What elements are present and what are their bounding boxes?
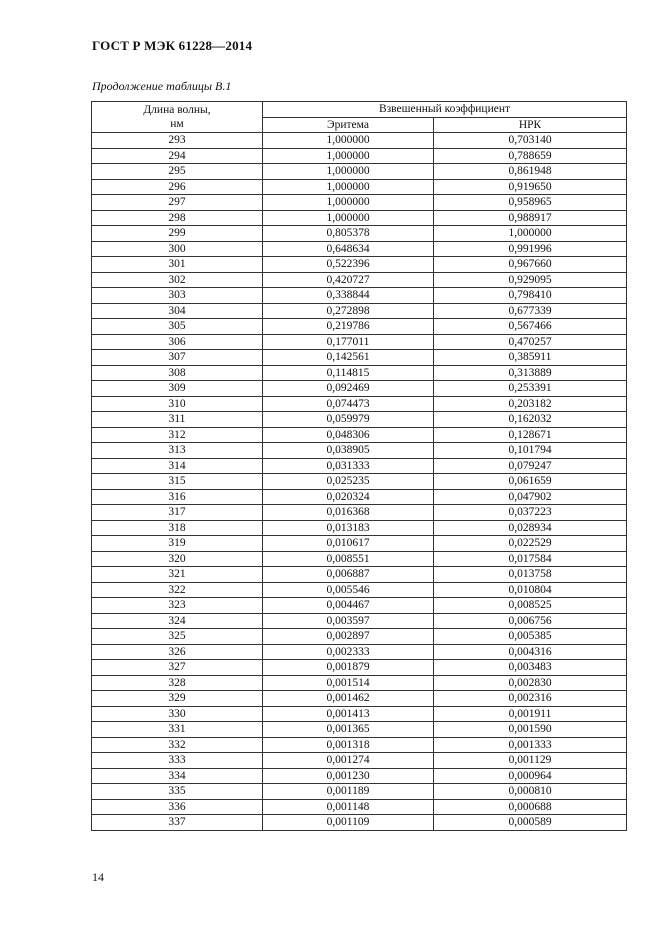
- table-row: [92, 613, 627, 629]
- erythema-header: Эритема: [263, 117, 434, 133]
- nmsc-cell: 0,004316: [434, 644, 627, 660]
- erythema-cell: 0,001365: [263, 722, 434, 738]
- nmsc-cell: 0,162032: [434, 412, 627, 428]
- erythema-cell: 0,648634: [263, 241, 434, 257]
- erythema-cell: 0,005546: [263, 582, 434, 598]
- nmsc-cell: 0,037223: [434, 505, 627, 521]
- erythema-cell: 0,001413: [263, 706, 434, 722]
- erythema-cell: 0,038905: [263, 443, 434, 459]
- wavelength-cell: 299: [92, 226, 263, 242]
- table-row: [92, 505, 627, 521]
- nmsc-cell: 0,788659: [434, 148, 627, 164]
- nmsc-cell: 0,028934: [434, 520, 627, 536]
- nmsc-cell: 0,919650: [434, 179, 627, 195]
- erythema-cell: 0,522396: [263, 257, 434, 273]
- table-row: [92, 133, 627, 149]
- erythema-cell: 0,003597: [263, 613, 434, 629]
- nmsc-cell: 0,006756: [434, 613, 627, 629]
- nmsc-cell: 0,385911: [434, 350, 627, 366]
- nmsc-cell: 0,567466: [434, 319, 627, 335]
- table-row: [92, 474, 627, 490]
- wavelength-cell: 309: [92, 381, 263, 397]
- erythema-cell: 0,219786: [263, 319, 434, 335]
- nmsc-cell: 0,991996: [434, 241, 627, 257]
- wavelength-cell: 297: [92, 195, 263, 211]
- erythema-cell: 0,025235: [263, 474, 434, 490]
- table-row: [92, 334, 627, 350]
- erythema-cell: 0,004467: [263, 598, 434, 614]
- erythema-cell: 0,048306: [263, 427, 434, 443]
- erythema-cell: 0,001879: [263, 660, 434, 676]
- erythema-cell: 0,272898: [263, 303, 434, 319]
- wavelength-cell: 310: [92, 396, 263, 412]
- table-row: [92, 784, 627, 800]
- table-row: [92, 644, 627, 660]
- nmsc-cell: 0,958965: [434, 195, 627, 211]
- wavelength-header-unit: нм: [170, 118, 184, 130]
- table-row: [92, 675, 627, 691]
- erythema-cell: 0,001462: [263, 691, 434, 707]
- wavelength-cell: 331: [92, 722, 263, 738]
- table-row: [92, 458, 627, 474]
- erythema-cell: 1,000000: [263, 164, 434, 180]
- table-row: [92, 443, 627, 459]
- nmsc-cell: 0,101794: [434, 443, 627, 459]
- erythema-cell: 1,000000: [263, 210, 434, 226]
- erythema-cell: 0,031333: [263, 458, 434, 474]
- table-row: [92, 288, 627, 304]
- table-row: [92, 195, 627, 211]
- table-row: [92, 706, 627, 722]
- wavelength-cell: 337: [92, 815, 263, 831]
- nmsc-cell: 0,470257: [434, 334, 627, 350]
- erythema-cell: 0,074473: [263, 396, 434, 412]
- table-row: [92, 567, 627, 583]
- nmsc-cell: 0,005385: [434, 629, 627, 645]
- erythema-cell: 0,008551: [263, 551, 434, 567]
- wavelength-header: [92, 102, 263, 133]
- nmsc-cell: 0,013758: [434, 567, 627, 583]
- nmsc-cell: 0,002316: [434, 691, 627, 707]
- wavelength-cell: 334: [92, 768, 263, 784]
- wavelength-cell: 332: [92, 737, 263, 753]
- wavelength-cell: 330: [92, 706, 263, 722]
- table-row: [92, 536, 627, 552]
- nmsc-cell: 0,203182: [434, 396, 627, 412]
- table-row: [92, 257, 627, 273]
- table-row: [92, 737, 627, 753]
- weighting-group-header: Взвешенный коэффициент: [263, 102, 627, 118]
- erythema-cell: 0,006887: [263, 567, 434, 583]
- erythema-cell: 0,092469: [263, 381, 434, 397]
- erythema-cell: 0,805378: [263, 226, 434, 242]
- wavelength-cell: 302: [92, 272, 263, 288]
- nmsc-cell: 0,253391: [434, 381, 627, 397]
- erythema-cell: 0,114815: [263, 365, 434, 381]
- table-row: [92, 396, 627, 412]
- wavelength-cell: 307: [92, 350, 263, 366]
- table-row: [92, 598, 627, 614]
- erythema-cell: 0,016368: [263, 505, 434, 521]
- table-row: [92, 489, 627, 505]
- erythema-cell: 0,001514: [263, 675, 434, 691]
- table-row: [92, 381, 627, 397]
- nmsc-cell: 0,000964: [434, 768, 627, 784]
- table-row: [92, 365, 627, 381]
- erythema-cell: 0,001274: [263, 753, 434, 769]
- table-row: [92, 303, 627, 319]
- wavelength-header-line1: Длина волны,: [143, 103, 211, 116]
- wavelength-cell: 314: [92, 458, 263, 474]
- table-caption: Продолжение таблицы В.1: [92, 79, 232, 93]
- wavelength-cell: 304: [92, 303, 263, 319]
- nmsc-cell: 0,047902: [434, 489, 627, 505]
- nmsc-cell: 0,001129: [434, 753, 627, 769]
- wavelength-cell: 315: [92, 474, 263, 490]
- nmsc-cell: 0,022529: [434, 536, 627, 552]
- wavelength-cell: 328: [92, 675, 263, 691]
- wavelength-cell: 294: [92, 148, 263, 164]
- table-row: [92, 799, 627, 815]
- wavelength-cell: 303: [92, 288, 263, 304]
- erythema-cell: 0,059979: [263, 412, 434, 428]
- table-row: [92, 815, 627, 831]
- wavelength-cell: 320: [92, 551, 263, 567]
- table-row: [92, 350, 627, 366]
- erythema-cell: 0,020324: [263, 489, 434, 505]
- table-row: [92, 210, 627, 226]
- table-row: [92, 241, 627, 257]
- wavelength-cell: 323: [92, 598, 263, 614]
- table-row: [92, 148, 627, 164]
- nmsc-cell: 0,703140: [434, 133, 627, 149]
- erythema-cell: 1,000000: [263, 195, 434, 211]
- nmsc-cell: 0,988917: [434, 210, 627, 226]
- table-body: [92, 133, 627, 831]
- table-row: [92, 520, 627, 536]
- wavelength-cell: 319: [92, 536, 263, 552]
- erythema-cell: 0,338844: [263, 288, 434, 304]
- wavelength-cell: 301: [92, 257, 263, 273]
- wavelength-cell: 296: [92, 179, 263, 195]
- table-row: [92, 691, 627, 707]
- wavelength-cell: 329: [92, 691, 263, 707]
- wavelength-cell: 324: [92, 613, 263, 629]
- nmsc-cell: 0,000688: [434, 799, 627, 815]
- nmsc-cell: 0,929095: [434, 272, 627, 288]
- nmsc-cell: 0,798410: [434, 288, 627, 304]
- wavelength-cell: 295: [92, 164, 263, 180]
- nmsc-cell: 0,313889: [434, 365, 627, 381]
- wavelength-cell: 293: [92, 133, 263, 149]
- erythema-cell: 0,420727: [263, 272, 434, 288]
- wavelength-cell: 312: [92, 427, 263, 443]
- wavelength-cell: 321: [92, 567, 263, 583]
- wavelength-cell: 311: [92, 412, 263, 428]
- nmsc-cell: 0,000589: [434, 815, 627, 831]
- nmsc-cell: 0,010804: [434, 582, 627, 598]
- erythema-cell: 0,001109: [263, 815, 434, 831]
- nmsc-cell: 0,861948: [434, 164, 627, 180]
- nmsc-cell: 0,017584: [434, 551, 627, 567]
- wavelength-cell: 306: [92, 334, 263, 350]
- nmsc-cell: 0,079247: [434, 458, 627, 474]
- wavelength-cell: 322: [92, 582, 263, 598]
- document-header: ГОСТ Р МЭК 61228—2014: [92, 38, 253, 53]
- erythema-cell: 0,142561: [263, 350, 434, 366]
- wavelength-cell: 335: [92, 784, 263, 800]
- erythema-cell: 0,001148: [263, 799, 434, 815]
- wavelength-cell: 317: [92, 505, 263, 521]
- erythema-cell: 1,000000: [263, 179, 434, 195]
- erythema-cell: 0,010617: [263, 536, 434, 552]
- nmsc-cell: 0,000810: [434, 784, 627, 800]
- nmsc-cell: 0,001590: [434, 722, 627, 738]
- erythema-cell: 0,002897: [263, 629, 434, 645]
- wavelength-cell: 318: [92, 520, 263, 536]
- table-row: [92, 582, 627, 598]
- erythema-cell: 1,000000: [263, 133, 434, 149]
- table-row: [92, 272, 627, 288]
- nmsc-cell: 0,967660: [434, 257, 627, 273]
- nmsc-cell: 0,001911: [434, 706, 627, 722]
- nmsc-cell: 0,002830: [434, 675, 627, 691]
- table-row: [92, 722, 627, 738]
- table-row: [92, 226, 627, 242]
- wavelength-cell: 300: [92, 241, 263, 257]
- wavelength-cell: 327: [92, 660, 263, 676]
- table-row: [92, 427, 627, 443]
- nmsc-cell: 1,000000: [434, 226, 627, 242]
- wavelength-cell: 333: [92, 753, 263, 769]
- table-row: [92, 753, 627, 769]
- nmsc-cell: 0,677339: [434, 303, 627, 319]
- erythema-cell: 0,002333: [263, 644, 434, 660]
- table-row: [92, 164, 627, 180]
- erythema-cell: 0,001230: [263, 768, 434, 784]
- table-row: [92, 319, 627, 335]
- table-row: [92, 768, 627, 784]
- table-row: [92, 660, 627, 676]
- nmsc-cell: 0,061659: [434, 474, 627, 490]
- wavelength-cell: 313: [92, 443, 263, 459]
- nmsc-header: НРК: [434, 117, 627, 133]
- table-row: [92, 629, 627, 645]
- wavelength-cell: 305: [92, 319, 263, 335]
- erythema-cell: 0,001318: [263, 737, 434, 753]
- nmsc-cell: 0,003483: [434, 660, 627, 676]
- wavelength-cell: 316: [92, 489, 263, 505]
- wavelength-cell: 325: [92, 629, 263, 645]
- table-row: [92, 551, 627, 567]
- weighting-table: [91, 101, 627, 831]
- erythema-cell: 0,013183: [263, 520, 434, 536]
- nmsc-cell: 0,008525: [434, 598, 627, 614]
- erythema-cell: 0,177011: [263, 334, 434, 350]
- erythema-cell: 0,001189: [263, 784, 434, 800]
- wavelength-cell: 298: [92, 210, 263, 226]
- nmsc-cell: 0,128671: [434, 427, 627, 443]
- wavelength-cell: 308: [92, 365, 263, 381]
- page-number: 14: [92, 870, 104, 884]
- erythema-cell: 1,000000: [263, 148, 434, 164]
- wavelength-cell: 326: [92, 644, 263, 660]
- table-row: [92, 412, 627, 428]
- wavelength-cell: 336: [92, 799, 263, 815]
- table-row: [92, 179, 627, 195]
- nmsc-cell: 0,001333: [434, 737, 627, 753]
